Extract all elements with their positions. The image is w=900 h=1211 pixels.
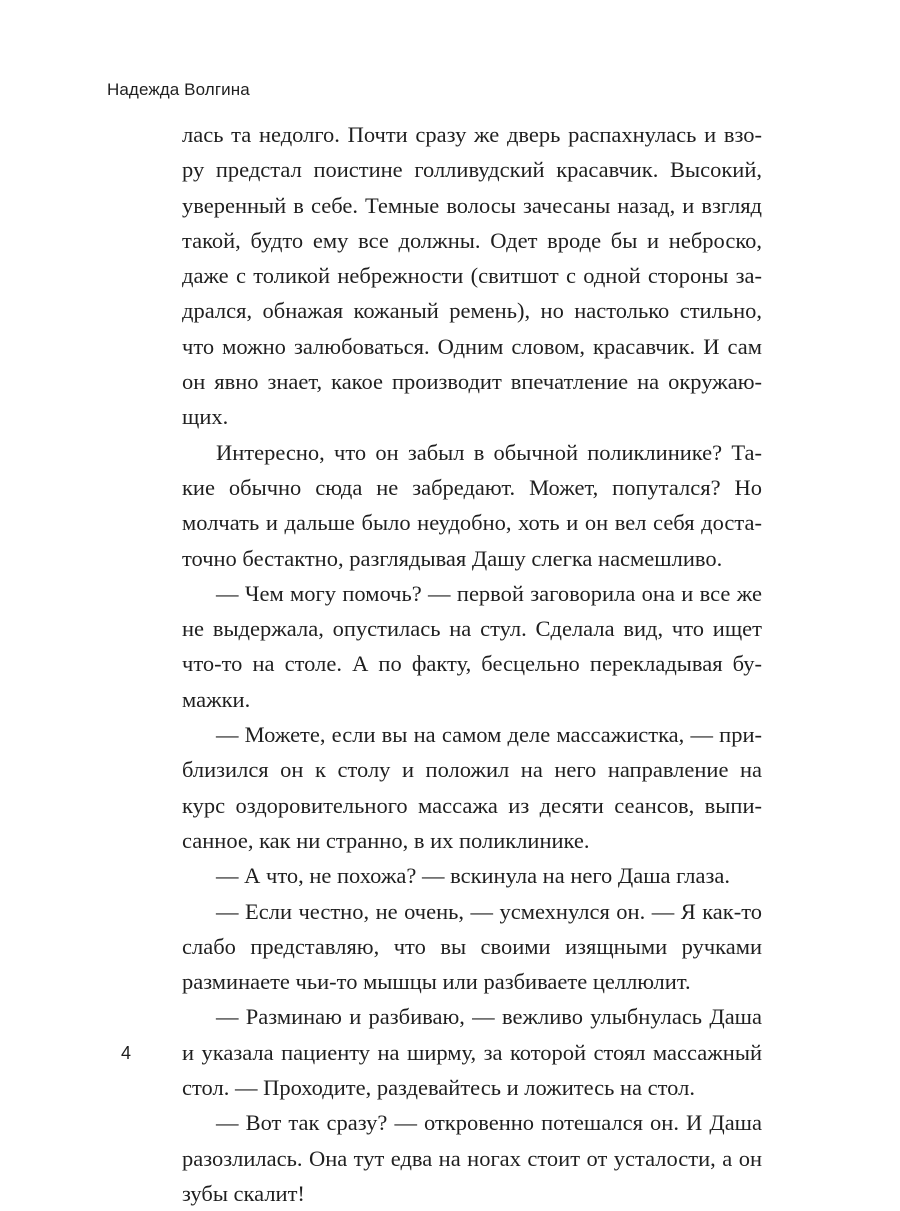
text-line: — А что, не похожа? — вскинула на него Даша глаза. xyxy=(216,863,730,889)
paragraph xyxy=(182,999,762,1105)
text-line: близился он к столу и положил на него направление на xyxy=(182,757,762,783)
text-line: не выдержала, опустилась на стул. Сделала вид, что ищет xyxy=(182,616,762,642)
text-line: разминаете чьи-то мышцы или разбиваете целлюлит. xyxy=(182,969,691,995)
paragraph xyxy=(182,1105,762,1211)
text-line: что-то на столе. А по факту, бесцельно перекладывая бу- xyxy=(182,651,762,677)
text-line: молчать и дальше было неудобно, хоть и он вел себя доста- xyxy=(182,510,762,536)
text-line: зубы скалит! xyxy=(182,1180,305,1206)
text-line: — Если честно, не очень, — усмехнулся он. — Я как-то xyxy=(216,898,762,924)
text-line: стол. — Проходите, раздевайтесь и ложитесь на стол. xyxy=(182,1075,695,1101)
body-text xyxy=(182,117,762,1211)
text-line: — Разминаю и разбиваю, — вежливо улыбнулась Даша xyxy=(216,1004,762,1030)
text-line: — Можете, если вы на самом деле массажистка, — при- xyxy=(216,722,762,748)
text-line: точно бестактно, разглядывая Дашу слегка насмешливо. xyxy=(182,545,723,571)
text-line: ру предстал поистине голливудский красавчик. Высокий, xyxy=(182,157,762,183)
page-number: 4 xyxy=(121,1043,132,1063)
text-line: слабо представляю, что вы своими изящными ручками xyxy=(182,933,762,959)
running-head-author: Надежда Волгина xyxy=(107,80,250,99)
text-line: щих. xyxy=(182,404,229,430)
text-line: кие обычно сюда не забредают. Может, попутался? Но xyxy=(182,474,762,500)
paragraph xyxy=(182,117,762,435)
text-line: уверенный в себе. Темные волосы зачесаны назад, и взгляд xyxy=(182,192,762,218)
text-line: дрался, обнажая кожаный ремень), но настолько стильно, xyxy=(182,298,762,324)
text-line: — Чем могу помочь? — первой заговорила она и все же xyxy=(216,580,762,606)
paragraph xyxy=(182,576,762,717)
text-line: что можно залюбоваться. Одним словом, красавчик. И сам xyxy=(182,333,762,359)
paragraph xyxy=(182,894,762,1000)
text-line: он явно знает, какое производит впечатление на окружаю- xyxy=(182,369,762,395)
text-line: такой, будто ему все должны. Одет вроде бы и неброско, xyxy=(182,227,762,253)
paragraph xyxy=(182,858,762,893)
text-line: и указала пациенту на ширму, за которой стоял массажный xyxy=(182,1039,762,1065)
text-line: даже с толикой небрежности (свитшот с одной стороны за- xyxy=(182,263,762,289)
text-line: разозлилась. Она тут едва на ногах стоит от усталости, а он xyxy=(182,1145,762,1171)
text-line: курс оздоровительного массажа из десяти сеансов, выпи- xyxy=(182,792,762,818)
text-line: Интересно, что он забыл в обычной поликлинике? Та- xyxy=(216,439,762,465)
text-line: санное, как ни странно, в их поликлинике. xyxy=(182,827,590,853)
paragraph xyxy=(182,435,762,576)
paragraph xyxy=(182,717,762,858)
text-line: мажки. xyxy=(182,686,251,712)
text-line: — Вот так сразу? — откровенно потешался он. И Даша xyxy=(216,1110,762,1136)
text-line: лась та недолго. Почти сразу же дверь распахнулась и взо- xyxy=(182,122,762,147)
